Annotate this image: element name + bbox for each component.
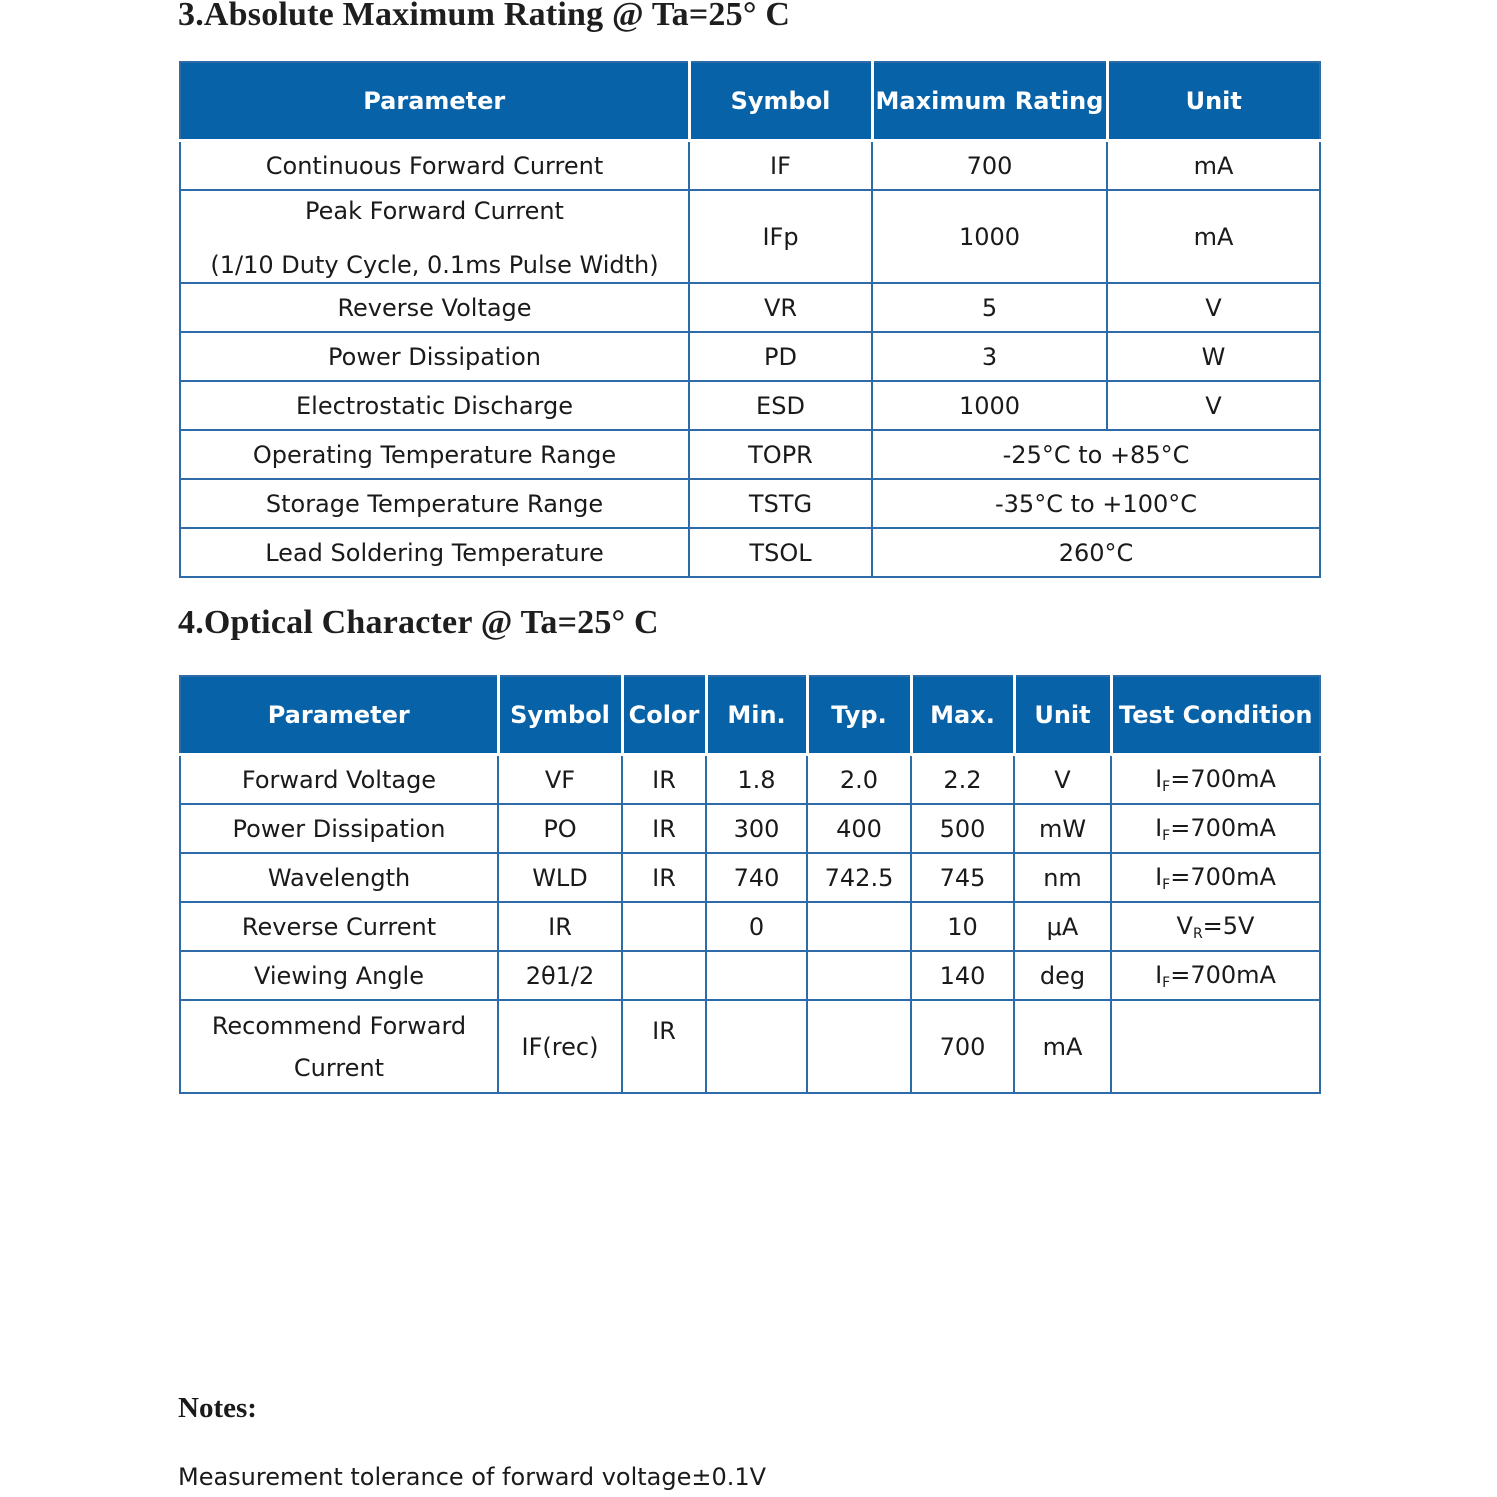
cell-unit: μA [1014, 902, 1111, 951]
cell-typ [807, 1000, 911, 1093]
condition-subscript: F [1162, 876, 1171, 893]
cell-rating: 3 [872, 332, 1107, 381]
header-test-condition: Test Condition [1111, 676, 1320, 755]
cell-parameter: Viewing Angle [180, 951, 498, 1000]
condition-value: =700mA [1170, 813, 1276, 842]
cell-typ: 742.5 [807, 853, 911, 902]
cell-unit: mA [1107, 141, 1320, 191]
header-symbol: Symbol [498, 676, 622, 755]
cell-unit: mA [1107, 190, 1320, 283]
cell-min: 740 [706, 853, 807, 902]
cell-symbol: IR [498, 902, 622, 951]
cell-max: 700 [911, 1000, 1014, 1093]
cell-rating: 5 [872, 283, 1107, 332]
cell-symbol: 2θ1/2 [498, 951, 622, 1000]
cell-min: 300 [706, 804, 807, 853]
cell-typ: 400 [807, 804, 911, 853]
cell-test-condition [1111, 755, 1320, 805]
cell-parameter: Operating Temperature Range [180, 430, 689, 479]
cell-parameter: Reverse Current [180, 902, 498, 951]
cell-parameter: Lead Soldering Temperature [180, 528, 689, 577]
table-row [180, 853, 1320, 902]
header-symbol: Symbol [689, 62, 872, 141]
cell-symbol: WLD [498, 853, 622, 902]
header-min: Min. [706, 676, 807, 755]
cell-parameter: Electrostatic Discharge [180, 381, 689, 430]
cell-symbol: PD [689, 332, 872, 381]
condition-subscript: F [1162, 778, 1171, 795]
cell-parameter: Power Dissipation [180, 332, 689, 381]
cell-unit: mW [1014, 804, 1111, 853]
table-row [180, 902, 1320, 951]
table-header-row [180, 676, 1320, 755]
cell-min [706, 951, 807, 1000]
cell-unit: W [1107, 332, 1320, 381]
table-row [180, 430, 1320, 479]
cell-rating: -35°C to +100°C [872, 479, 1320, 528]
cell-max: 745 [911, 853, 1014, 902]
cell-parameter: Wavelength [180, 853, 498, 902]
header-parameter: Parameter [180, 676, 498, 755]
cell-rating: 260°C [872, 528, 1320, 577]
cell-symbol: IFp [689, 190, 872, 283]
cell-test-condition [1111, 1000, 1320, 1093]
condition-symbol: I [1155, 960, 1163, 989]
notes-text: Measurement tolerance of forward voltage±0.1V [178, 1463, 767, 1491]
parameter-line: Recommend Forward [211, 1011, 467, 1040]
cell-color: IR [622, 853, 706, 902]
cell-color [622, 902, 706, 951]
header-max: Max. [911, 676, 1014, 755]
table-row [180, 755, 1320, 805]
optical-character-table [179, 675, 1321, 1094]
cell-symbol: IF [689, 141, 872, 191]
cell-symbol: TOPR [689, 430, 872, 479]
condition-symbol: I [1155, 764, 1163, 793]
header-parameter: Parameter [180, 62, 689, 141]
table-row [180, 479, 1320, 528]
parameter-note: (1/10 Duty Cycle, 0.1ms Pulse Width) [210, 250, 659, 279]
section-3-title: 3.Absolute Maximum Rating @ Ta=25° C [178, 0, 791, 33]
header-maximum-rating: Maximum Rating [872, 62, 1107, 141]
cell-rating: 1000 [872, 190, 1107, 283]
cell-min: 1.8 [706, 755, 807, 805]
cell-rating: 700 [872, 141, 1107, 191]
cell-color: IR [622, 1000, 706, 1093]
condition-symbol: V [1176, 911, 1193, 940]
condition-value: =5V [1202, 911, 1255, 940]
cell-parameter: Forward Voltage [180, 755, 498, 805]
table-row [180, 1000, 1320, 1093]
condition-value: =700mA [1170, 862, 1276, 891]
cell-test-condition [1111, 902, 1320, 951]
cell-parameter: Reverse Voltage [180, 283, 689, 332]
cell-symbol: TSOL [689, 528, 872, 577]
cell-unit: deg [1014, 951, 1111, 1000]
condition-symbol: I [1155, 862, 1163, 891]
cell-unit: V [1107, 283, 1320, 332]
cell-max: 2.2 [911, 755, 1014, 805]
cell-typ [807, 951, 911, 1000]
notes-title: Notes: [178, 1392, 257, 1424]
cell-max: 140 [911, 951, 1014, 1000]
table-row [180, 283, 1320, 332]
cell-max: 500 [911, 804, 1014, 853]
cell-symbol: IF(rec) [498, 1000, 622, 1093]
absolute-maximum-rating-table [179, 61, 1321, 578]
table-row [180, 528, 1320, 577]
cell-color: IR [622, 804, 706, 853]
header-unit: Unit [1107, 62, 1320, 141]
condition-subscript: R [1192, 925, 1203, 942]
parameter-line: Current [293, 1053, 385, 1082]
cell-parameter: Continuous Forward Current [180, 141, 689, 191]
condition-value: =700mA [1170, 764, 1276, 793]
cell-color [622, 951, 706, 1000]
cell-min [706, 1000, 807, 1093]
cell-symbol: VF [498, 755, 622, 805]
table-row [180, 141, 1320, 191]
cell-typ [807, 902, 911, 951]
cell-max: 10 [911, 902, 1014, 951]
table-row [180, 190, 1320, 283]
header-color: Color [622, 676, 706, 755]
cell-symbol: PO [498, 804, 622, 853]
cell-parameter [180, 1000, 498, 1093]
cell-test-condition [1111, 951, 1320, 1000]
table-row [180, 381, 1320, 430]
cell-typ: 2.0 [807, 755, 911, 805]
table-row [180, 804, 1320, 853]
cell-parameter [180, 190, 689, 283]
condition-subscript: F [1162, 827, 1171, 844]
table-row [180, 332, 1320, 381]
cell-test-condition [1111, 804, 1320, 853]
header-typ: Typ. [807, 676, 911, 755]
table-header-row [180, 62, 1320, 141]
cell-min: 0 [706, 902, 807, 951]
cell-parameter: Storage Temperature Range [180, 479, 689, 528]
cell-unit: V [1107, 381, 1320, 430]
cell-parameter: Power Dissipation [180, 804, 498, 853]
cell-symbol: TSTG [689, 479, 872, 528]
cell-color: IR [622, 755, 706, 805]
parameter-line: Peak Forward Current [305, 196, 564, 225]
header-unit: Unit [1014, 676, 1111, 755]
section-4-title: 4.Optical Character @ Ta=25° C [178, 604, 659, 641]
condition-subscript: F [1162, 974, 1171, 991]
cell-symbol: VR [689, 283, 872, 332]
table-row [180, 951, 1320, 1000]
cell-rating: -25°C to +85°C [872, 430, 1320, 479]
condition-value: =700mA [1170, 960, 1276, 989]
cell-symbol: ESD [689, 381, 872, 430]
cell-unit: nm [1014, 853, 1111, 902]
condition-symbol: I [1155, 813, 1163, 842]
cell-unit: mA [1014, 1000, 1111, 1093]
cell-unit: V [1014, 755, 1111, 805]
cell-test-condition [1111, 853, 1320, 902]
cell-rating: 1000 [872, 381, 1107, 430]
